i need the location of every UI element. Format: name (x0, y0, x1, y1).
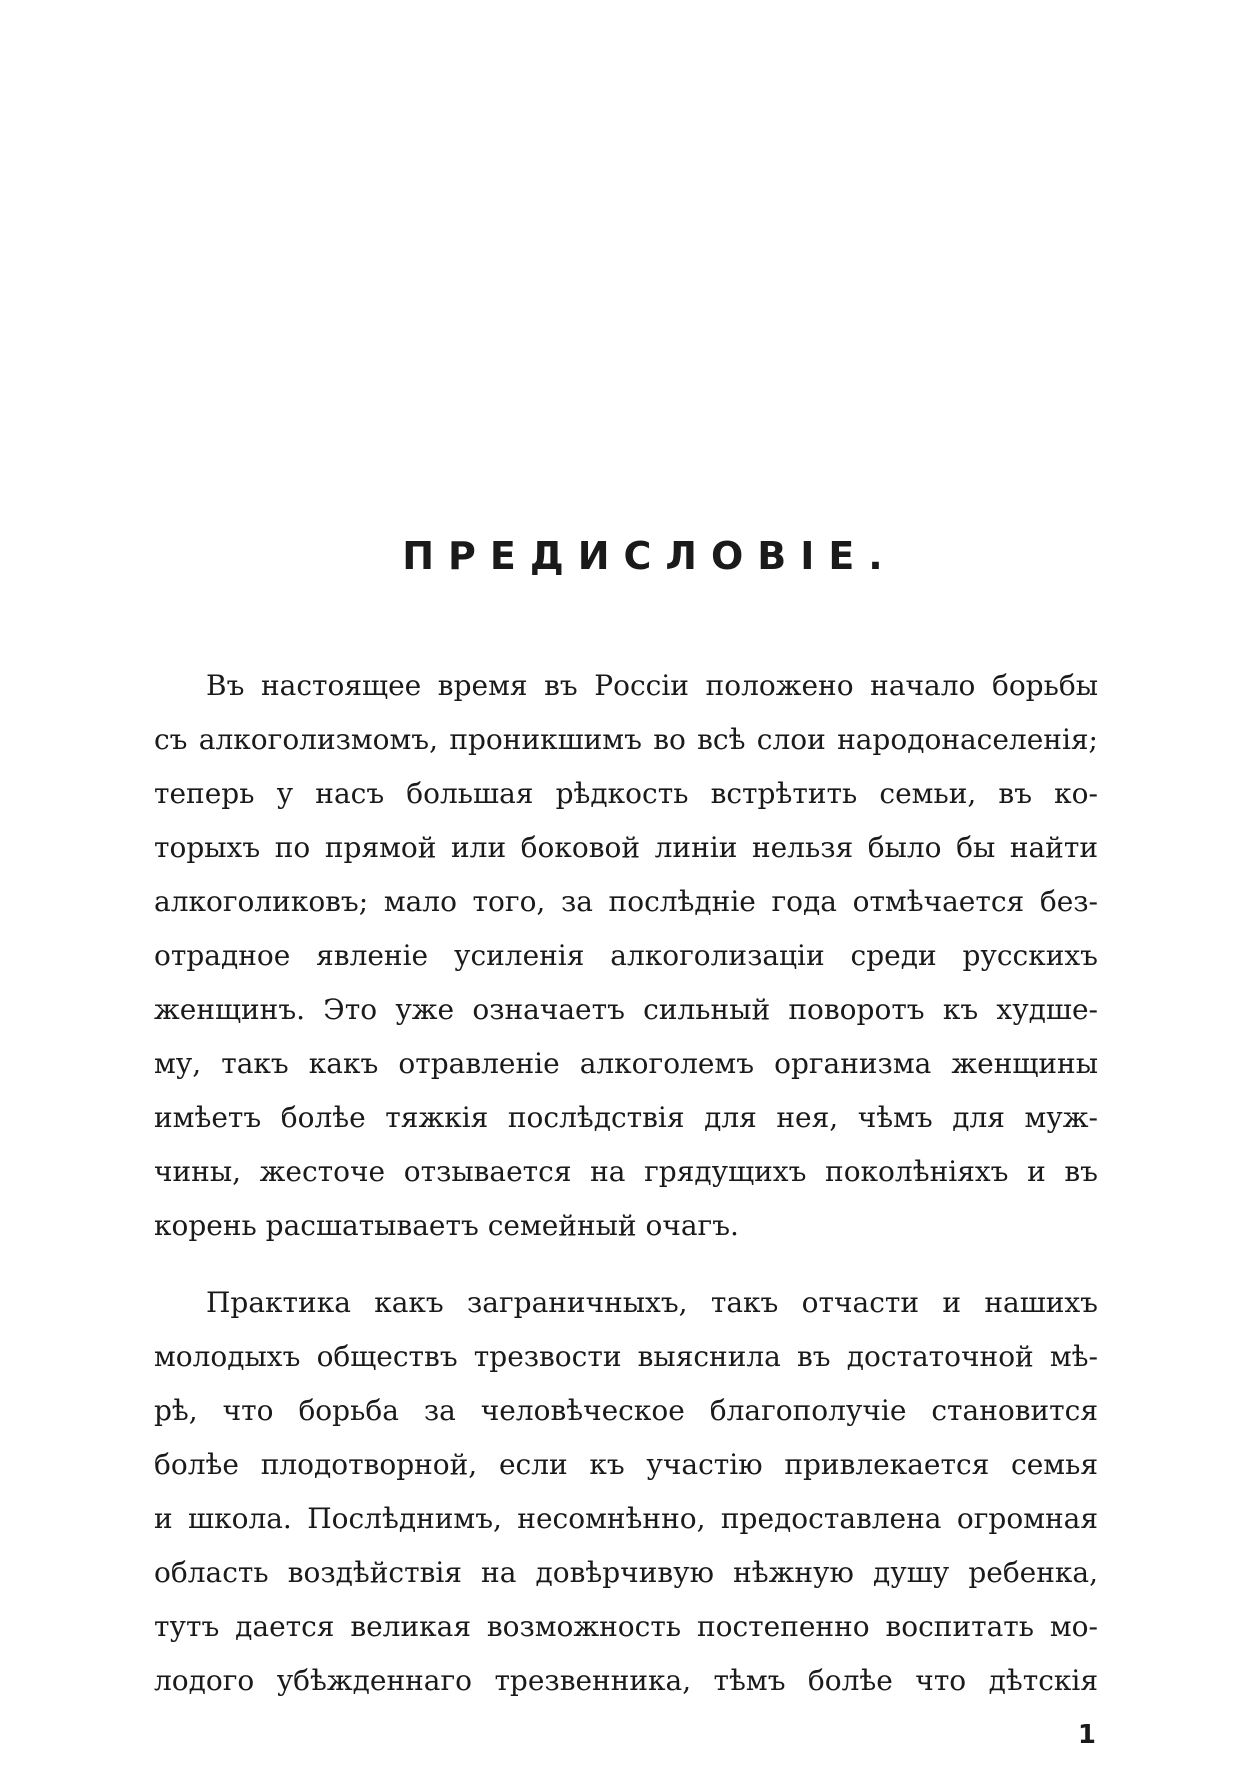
text-line: теперь у насъ большая рѣдкость встрѣтить семьи, въ ко- (154, 777, 1098, 810)
paragraph-1 (154, 659, 1098, 1253)
text-line: му, такъ какъ отравленіе алкоголемъ организма женщины (154, 1047, 1098, 1080)
text-line: корень расшатываетъ семейный очагъ. (154, 1209, 739, 1242)
text-line: рѣ, что борьба за человѣческое благополучіе становится (154, 1394, 1098, 1427)
text-line: съ алкоголизмомъ, проникшимъ во всѣ слои народонаселенія; (154, 723, 1098, 756)
text-line: область воздѣйствія на довѣрчивую нѣжную душу ребенка, (154, 1556, 1098, 1589)
text-line: лодого убѣжденнаго трезвенника, тѣмъ болѣе что дѣтскія (154, 1664, 1098, 1697)
text-line: имѣетъ болѣе тяжкія послѣдствія для нея, чѣмъ для муж- (154, 1101, 1098, 1134)
text-line: тутъ дается великая возможность постепенно воспитать мо- (154, 1610, 1098, 1643)
text-line: чины, жесточе отзывается на грядущихъ поколѣніяхъ и въ (154, 1155, 1098, 1188)
text-line: Практика какъ заграничныхъ, такъ отчасти и нашихъ (206, 1286, 1098, 1319)
text-line: отрадное явленіе усиленія алкоголизаціи среди русскихъ (154, 939, 1098, 972)
page-number: 1 (1077, 1720, 1096, 1750)
text-line: и школа. Послѣднимъ, несомнѣнно, предоставлена огромная (154, 1502, 1098, 1535)
text-line: алкоголиковъ; мало того, за послѣдніе года отмѣчается без- (154, 885, 1098, 918)
text-line: Въ настоящее время въ Россіи положено начало борьбы (206, 669, 1098, 702)
text-line: женщинъ. Это уже означаетъ сильный поворотъ къ худше- (154, 993, 1098, 1026)
page-title: ПРЕДИСЛОВІЕ. (402, 534, 897, 578)
text-line: молодыхъ обществъ трезвости выяснила въ достаточной мѣ- (154, 1340, 1098, 1373)
paragraph-2 (154, 1276, 1098, 1708)
text-line: болѣе плодотворной, если къ участію привлекается семья (154, 1448, 1098, 1481)
text-line: торыхъ по прямой или боковой линіи нельзя было бы найти (154, 831, 1098, 864)
